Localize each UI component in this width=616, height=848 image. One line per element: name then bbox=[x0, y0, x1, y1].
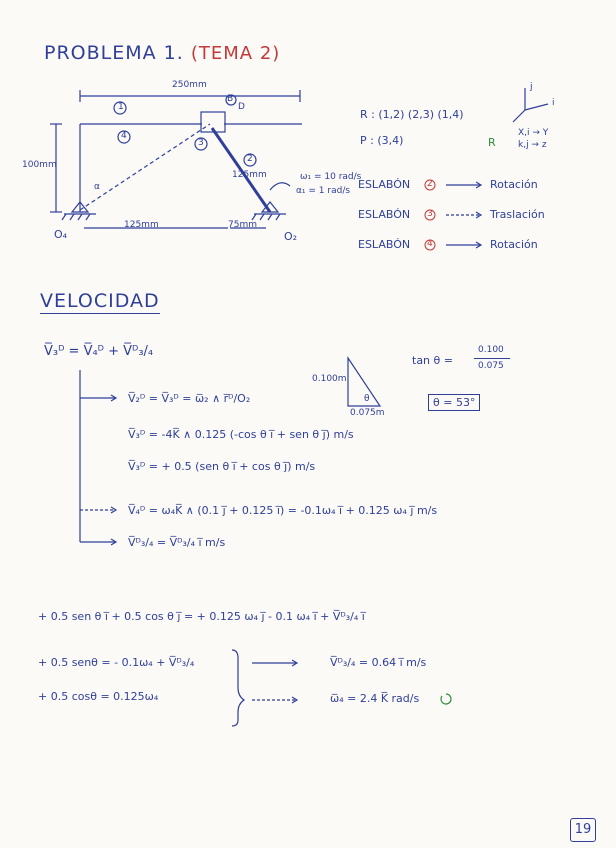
tan-label: tan θ = bbox=[412, 354, 453, 367]
velocity-line-2: V̅₃ᴰ = -4K̅ ∧ 0.125 (-cos θ i̅ + sen θ j̅) m/s bbox=[128, 428, 354, 441]
triangle-horizontal-label: 0.075m bbox=[350, 408, 385, 418]
triangle-theta-label: θ bbox=[364, 394, 370, 404]
velocity-line-3: V̅₃ᴰ = + 0.5 (sen θ i̅ + cos θ j̅) m/s bbox=[128, 460, 316, 473]
component-eq-1: + 0.5 senθ = - 0.1ω₄ + V̅ᴰ₃/₄ bbox=[38, 656, 195, 669]
axes-note-2: k,j → z bbox=[518, 140, 547, 150]
dim-left-label: 100mm bbox=[22, 160, 57, 170]
dim-right-label: 75mm bbox=[228, 220, 257, 230]
dim-diag-label: 125mm bbox=[232, 170, 267, 180]
velocity-line-1: V̅₂ᴰ = V̅₃ᴰ = ω̅₂ ∧ r̅ᴰ/O₂ bbox=[128, 392, 251, 405]
tan-denominator: 0.075 bbox=[478, 361, 504, 371]
circle-4-label: 4 bbox=[121, 131, 127, 141]
result-relative-velocity: V̅ᴰ₃/₄ = 0.64 i̅ m/s bbox=[330, 656, 427, 669]
result-omega-4: ω̅₄ = 2.4 K̅ rad/s bbox=[330, 692, 420, 705]
eslabon-3-label: ESLABÓN bbox=[358, 238, 411, 251]
p-pairs: P : (3,4) bbox=[360, 134, 404, 147]
eslabon-3-num: 4 bbox=[427, 239, 433, 249]
alpha-label: α₁ = 1 rad/s bbox=[296, 186, 351, 196]
combined-equation: + 0.5 sen θ i̅ + 0.5 cos θ j̅ = + 0.125 ω₄ j̅ - 0.1 ω₄ i̅ + V̅ᴰ₃/₄ i̅ bbox=[38, 610, 365, 623]
velocity-main-eq: V̅₃ᴰ = V̅₄ᴰ + V̅ᴰ₃/₄ bbox=[44, 344, 154, 359]
o2-label: O₂ bbox=[284, 230, 298, 243]
node-d-label: D bbox=[238, 102, 245, 112]
velocidad-heading: VELOCIDAD bbox=[40, 290, 160, 312]
problem-title-tema: (TEMA 2) bbox=[190, 43, 281, 64]
eslabon-2-label: ESLABÓN bbox=[358, 208, 411, 221]
eslabon-2-num: 3 bbox=[427, 209, 433, 219]
circle-1-label: 1 bbox=[118, 102, 124, 112]
axes-r-label: R bbox=[488, 136, 496, 149]
omega-label: ω₁ = 10 rad/s bbox=[300, 172, 362, 182]
theta-result-box: θ = 53° bbox=[428, 394, 480, 411]
circle-2-label: 2 bbox=[247, 154, 253, 164]
triangle-vertical-label: 0.100m bbox=[312, 374, 347, 384]
eslabon-1-type: Rotación bbox=[490, 178, 538, 191]
axes-j-label: j bbox=[530, 82, 533, 92]
velocity-line-4: V̅₄ᴰ = ω₄K̅ ∧ (0.1 j̅ + 0.125 i̅) = -0.1ω₄ i̅ + 0.125 ω₄ j̅ m/s bbox=[128, 504, 438, 517]
axes-i-label: i bbox=[552, 98, 555, 108]
velocity-line-5: V̅ᴰ₃/₄ = V̅ᴰ₃/₄ i̅ m/s bbox=[128, 536, 226, 549]
component-eq-2: + 0.5 cosθ = 0.125ω₄ bbox=[38, 690, 159, 703]
eslabon-2-type: Traslación bbox=[490, 208, 545, 221]
circle-3-label: 3 bbox=[198, 138, 204, 148]
axes-note-1: X,i → Y bbox=[518, 128, 549, 138]
eslabon-1-label: ESLABÓN bbox=[358, 178, 411, 191]
r-pairs: R : (1,2) (2,3) (1,4) bbox=[360, 108, 464, 121]
tan-fraction-bar bbox=[474, 358, 510, 359]
problem-title-main: PROBLEMA 1. bbox=[44, 42, 184, 64]
dim-top-label: 250mm bbox=[172, 80, 207, 90]
node-b-label: B bbox=[227, 94, 234, 104]
dim-bottom-label: 125mm bbox=[124, 220, 159, 230]
page-number: 19 bbox=[570, 818, 596, 842]
problem-title bbox=[44, 42, 280, 64]
angle-label: α bbox=[94, 182, 100, 192]
eslabon-3-type: Rotación bbox=[490, 238, 538, 251]
o4-label: O₄ bbox=[54, 228, 68, 241]
eslabon-1-num: 2 bbox=[427, 179, 433, 189]
tan-numerator: 0.100 bbox=[478, 345, 504, 355]
